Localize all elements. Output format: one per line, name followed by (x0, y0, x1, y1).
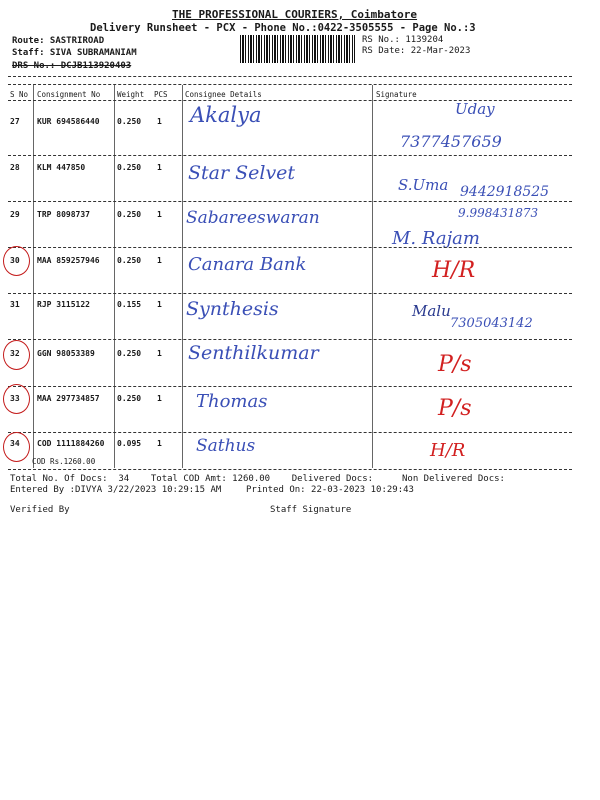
row-divider (8, 386, 572, 387)
printed-on: Printed On: 22-03-2023 10:29:43 (246, 485, 414, 495)
row-sno: 34 (10, 439, 20, 448)
row-divider (8, 155, 572, 156)
row-sno: 31 (10, 300, 20, 309)
row-consignment: COD 1111884260 (37, 439, 105, 448)
row-weight: 0.250 (117, 256, 142, 265)
header-signature: Signature (376, 90, 417, 99)
row-consignee: Akalya (190, 103, 262, 127)
table-top-rule-2 (8, 84, 572, 85)
totals-line: Total No. Of Docs: 34 Total COD Amt: 1260.00 Delivered Docs: (10, 474, 374, 484)
row-phone: 9442918525 (460, 184, 550, 200)
runsheet-title: Delivery Runsheet - PCX - Phone No.:0422-3505555 - Page No.:3 (90, 22, 476, 34)
row-consignee: Canara Bank (188, 254, 307, 275)
row-sno: 27 (10, 117, 20, 126)
barcode (240, 35, 355, 63)
col-divider (372, 85, 373, 468)
row-consignment: GGN 98053389 (37, 349, 95, 358)
row-pcs: 1 (157, 439, 162, 448)
row-pcs: 1 (157, 349, 162, 358)
row-consignment: MAA 859257946 (37, 256, 100, 265)
row-weight: 0.250 (117, 117, 142, 126)
row-sno: 29 (10, 210, 20, 219)
row-pcs: 1 (157, 117, 162, 126)
row-status: H/R (430, 440, 466, 461)
row-consignee: Star Selvet (188, 162, 296, 184)
row-pcs: 1 (157, 163, 162, 172)
row-signature: Uday (455, 100, 495, 118)
drs-number: DRS No.: DCJB113920403 (12, 61, 132, 71)
row-sno: 30 (10, 256, 20, 265)
row-weight: 0.250 (117, 210, 142, 219)
row-signature: S.Uma (398, 176, 449, 194)
rs-number: RS No.: 1139204 (362, 35, 444, 45)
header-pcs: PCS (154, 90, 168, 99)
col-divider (182, 85, 183, 468)
row-pcs: 1 (157, 394, 162, 403)
row-pcs: 1 (157, 300, 162, 309)
row-phone: 9.998431873 (458, 206, 539, 220)
row-consignment: KUR 694586440 (37, 117, 100, 126)
row-consignee: Sabareeswaran (186, 208, 320, 228)
row-consignee: Synthesis (186, 298, 279, 320)
table-top-rule (8, 76, 572, 77)
row-status: H/R (432, 258, 476, 283)
row-weight: 0.095 (117, 439, 142, 448)
col-divider (33, 85, 34, 468)
route-label: Route: SASTRIROAD (12, 36, 105, 46)
col-divider (114, 85, 115, 468)
row-consignee: Senthilkumar (188, 342, 319, 364)
non-delivered-docs: Non Delivered Docs: (402, 474, 505, 484)
verified-by: Verified By (10, 505, 70, 515)
entered-by: Entered By :DIVYA 3/22/2023 10:29:15 AM (10, 485, 222, 495)
header-consignee: Consignee Details (185, 90, 262, 99)
row-consignment: MAA 297734857 (37, 394, 100, 403)
row-pcs: 1 (157, 256, 162, 265)
header-sno: S No (10, 90, 29, 99)
row-signature: M. Rajam (392, 228, 480, 249)
row-weight: 0.155 (117, 300, 142, 309)
row-weight: 0.250 (117, 163, 142, 172)
row-status: P/s (438, 352, 472, 377)
row-signature: Malu (412, 302, 451, 320)
row-phone: 7305043142 (450, 316, 533, 331)
row-pcs: 1 (157, 210, 162, 219)
header-weight: Weight (117, 90, 145, 99)
rs-date: RS Date: 22-Mar-2023 (362, 46, 471, 56)
row-divider (8, 201, 572, 202)
company-title: THE PROFESSIONAL COURIERS, Coimbatore (172, 8, 418, 21)
row-sno: 32 (10, 349, 20, 358)
row-consignee: Sathus (196, 436, 256, 456)
row-divider (8, 339, 572, 340)
row-consignee: Thomas (196, 391, 268, 412)
row-divider (8, 432, 572, 433)
row-consignment: RJP 3115122 (37, 300, 90, 309)
staff-label: Staff: SIVA SUBRAMANIAM (12, 48, 137, 58)
row-status: P/s (438, 396, 472, 421)
row-phone: 7377457659 (400, 132, 502, 151)
cod-note: COD Rs.1260.00 (32, 457, 96, 466)
staff-signature: Staff Signature (270, 505, 352, 515)
row-sno: 33 (10, 394, 20, 403)
header-consignment: Consignment No (37, 90, 101, 99)
row-divider (8, 293, 572, 294)
row-consignment: TRP 8098737 (37, 210, 90, 219)
row-weight: 0.250 (117, 394, 142, 403)
row-consignment: KLM 447850 (37, 163, 86, 172)
row-divider (8, 247, 572, 248)
table-bottom-rule (8, 469, 572, 470)
row-sno: 28 (10, 163, 20, 172)
row-weight: 0.250 (117, 349, 142, 358)
